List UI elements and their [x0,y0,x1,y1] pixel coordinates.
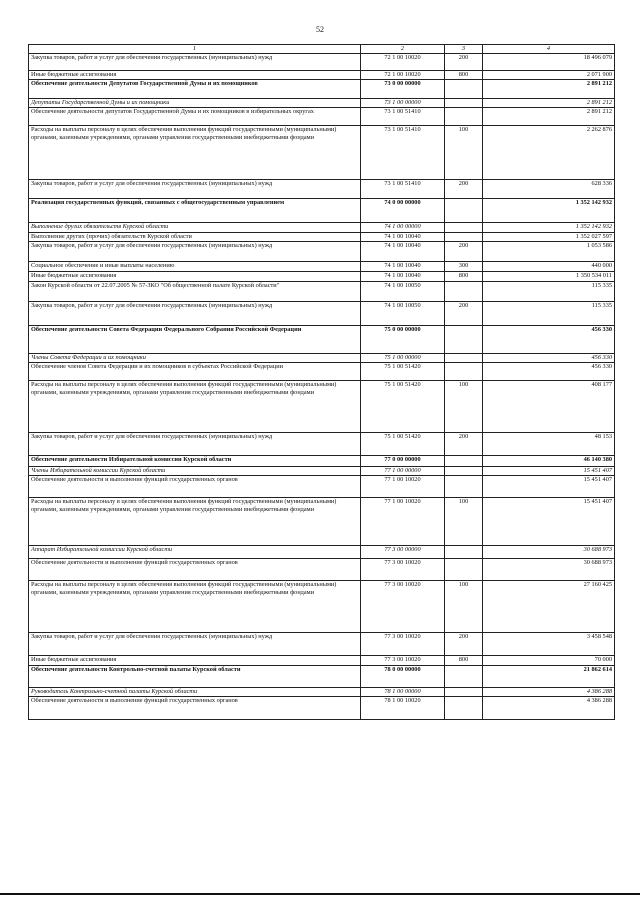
cell-expense-type: 100 [445,126,483,180]
cell-code: 73 1 00 51410 [361,180,445,199]
cell-amount: 1 352 027 597 [483,233,615,242]
cell-expense-type [445,688,483,697]
cell-amount: 2 891 212 [483,108,615,126]
cell-expense-type: 800 [445,71,483,80]
cell-amount: 27 160 425 [483,581,615,633]
cell-amount: 628 336 [483,180,615,199]
cell-amount: 1 352 142 932 [483,223,615,233]
cell-expense-type [445,326,483,354]
table-header-row [29,45,615,54]
cell-code: 77 1 00 00000 [361,467,445,476]
cell-name: Члены Совета Федерации и их помощники [29,354,361,363]
table-row [29,656,615,666]
cell-code: 77 3 00 10020 [361,656,445,666]
cell-code: 77 3 00 00000 [361,546,445,559]
table-row [29,688,615,697]
table-row [29,546,615,559]
cell-code: 78 1 00 10020 [361,697,445,720]
cell-amount: 1 350 534 011 [483,272,615,282]
cell-expense-type [445,108,483,126]
cell-amount: 46 140 380 [483,456,615,467]
cell-code: 75 1 00 51420 [361,433,445,456]
cell-code: 74 0 00 00000 [361,199,445,223]
budget-table [28,44,615,720]
column-number-1: 1 [29,45,361,54]
cell-amount: 456 330 [483,363,615,381]
table-row [29,99,615,108]
cell-name: Расходы на выплаты персоналу в целях обеспечения выполнения функций государственными (муниципальными) органами, казенными учреждениями, органами управления государственными внебюджетными фондами [29,126,361,180]
cell-code: 75 1 00 51420 [361,381,445,433]
cell-expense-type [445,546,483,559]
cell-name: Закон Курской области от 22.07.2005 № 57-ЗКО "Об общественной палате Курской области" [29,282,361,302]
cell-amount: 18 496 079 [483,54,615,71]
cell-amount: 15 451 407 [483,498,615,546]
cell-name: Расходы на выплаты персоналу в целях обеспечения выполнения функций государственными (муниципальными) органами, казенными учреждениями, органами управления государственными внебюджетными фондами [29,581,361,633]
cell-code: 74 1 00 10040 [361,242,445,262]
column-number-3: 3 [445,45,483,54]
table-row [29,433,615,456]
cell-name: Закупка товаров, работ и услуг для обеспечения государственных (муниципальных) нужд [29,302,361,326]
cell-code: 74 1 00 10050 [361,282,445,302]
table-row [29,326,615,354]
cell-expense-type [445,697,483,720]
cell-amount: 15 451 407 [483,476,615,498]
cell-name: Иные бюджетные ассигнования [29,71,361,80]
cell-name: Иные бюджетные ассигнования [29,656,361,666]
column-number-4: 4 [483,45,615,54]
cell-amount: 21 862 614 [483,666,615,688]
cell-expense-type: 100 [445,581,483,633]
cell-amount: 2 891 212 [483,99,615,108]
cell-code: 75 1 00 51420 [361,363,445,381]
table-row [29,262,615,272]
table-row [29,476,615,498]
cell-amount: 2 262 876 [483,126,615,180]
cell-code: 73 1 00 51410 [361,126,445,180]
cell-expense-type [445,282,483,302]
cell-code: 78 1 00 00000 [361,688,445,697]
cell-name: Обеспечение деятельности Контрольно-счетной палаты Курской области [29,666,361,688]
cell-expense-type: 100 [445,381,483,433]
table-row [29,233,615,242]
table-row [29,456,615,467]
cell-code: 77 0 00 00000 [361,456,445,467]
cell-name: Члены Избирательной комиссии Курской области [29,467,361,476]
cell-code: 73 0 00 00000 [361,80,445,99]
cell-amount: 3 458 548 [483,633,615,656]
cell-expense-type: 100 [445,498,483,546]
cell-name: Закупка товаров, работ и услуг для обеспечения государственных (муниципальных) нужд [29,633,361,656]
table-row [29,126,615,180]
cell-code: 74 1 00 10040 [361,262,445,272]
bottom-rule [0,893,640,895]
table-row [29,302,615,326]
cell-expense-type [445,476,483,498]
cell-name: Реализация государственных функций, связанных с общегосударственным управлением [29,199,361,223]
cell-amount: 30 688 973 [483,546,615,559]
cell-expense-type [445,233,483,242]
cell-amount: 440 000 [483,262,615,272]
cell-amount: 456 330 [483,326,615,354]
cell-name: Обеспечение деятельности Совета Федерации Федерального Собрания Российской Федерации [29,326,361,354]
table-row [29,633,615,656]
table-row [29,581,615,633]
cell-name: Аппарат Избирательной комиссии Курской области [29,546,361,559]
cell-expense-type [445,80,483,99]
cell-name: Обеспечение деятельности и выполнение функций государственных органов [29,697,361,720]
cell-expense-type: 200 [445,242,483,262]
cell-code: 77 1 00 10020 [361,476,445,498]
cell-amount: 1 352 142 932 [483,199,615,223]
table-row [29,381,615,433]
cell-code: 74 1 00 10040 [361,272,445,282]
cell-code: 77 1 00 10020 [361,498,445,546]
cell-expense-type [445,559,483,581]
cell-amount: 4 386 288 [483,688,615,697]
cell-code: 72 1 00 10020 [361,71,445,80]
cell-amount: 456 330 [483,354,615,363]
cell-name: Обеспечение деятельности и выполнение функций государственных органов [29,559,361,581]
cell-expense-type: 200 [445,180,483,199]
table-row [29,180,615,199]
table-row [29,71,615,80]
cell-amount: 70 000 [483,656,615,666]
table-row [29,559,615,581]
cell-amount: 15 451 407 [483,467,615,476]
cell-amount: 30 688 973 [483,559,615,581]
cell-expense-type: 200 [445,302,483,326]
cell-code: 77 3 00 10020 [361,633,445,656]
cell-expense-type: 200 [445,54,483,71]
table-row [29,467,615,476]
column-number-2: 2 [361,45,445,54]
cell-code: 74 1 00 10040 [361,233,445,242]
cell-name: Закупка товаров, работ и услуг для обеспечения государственных (муниципальных) нужд [29,54,361,71]
page-number: 52 [316,25,324,34]
cell-name: Социальное обеспечение и иные выплаты населению [29,262,361,272]
cell-amount: 408 177 [483,381,615,433]
cell-name: Обеспечение деятельности Депутатов Государственной Думы и их помощников [29,80,361,99]
cell-expense-type [445,199,483,223]
cell-code: 74 1 00 00000 [361,223,445,233]
cell-name: Обеспечение деятельности Избирательной комиссии Курской области [29,456,361,467]
cell-code: 78 0 00 00000 [361,666,445,688]
table-row [29,354,615,363]
cell-expense-type [445,223,483,233]
table-row [29,80,615,99]
cell-code: 75 0 00 00000 [361,326,445,354]
table-row [29,223,615,233]
cell-expense-type [445,354,483,363]
cell-expense-type: 800 [445,272,483,282]
cell-code: 77 3 00 10020 [361,581,445,633]
table-row [29,199,615,223]
table-row [29,363,615,381]
table-row [29,272,615,282]
table-row [29,108,615,126]
cell-code: 77 3 00 10020 [361,559,445,581]
table-row [29,666,615,688]
cell-code: 73 1 00 00000 [361,99,445,108]
cell-expense-type [445,666,483,688]
cell-amount: 115 335 [483,282,615,302]
cell-name: Расходы на выплаты персоналу в целях обеспечения выполнения функций государственными (муниципальными) органами, казенными учреждениями, органами управления государственными внебюджетными фондами [29,498,361,546]
cell-name: Закупка товаров, работ и услуг для обеспечения государственных (муниципальных) нужд [29,242,361,262]
table-row [29,54,615,71]
cell-name: Закупка товаров, работ и услуг для обеспечения государственных (муниципальных) нужд [29,180,361,199]
cell-amount: 2 891 212 [483,80,615,99]
cell-expense-type [445,363,483,381]
cell-expense-type [445,456,483,467]
cell-code: 73 1 00 51410 [361,108,445,126]
table-row [29,697,615,720]
cell-name: Обеспечение деятельности депутатов Государственной Думы и их помощников в избирательных округах [29,108,361,126]
cell-name: Выполнение других обязательств Курской области [29,223,361,233]
cell-name: Обеспечение деятельности и выполнение функций государственных органов [29,476,361,498]
cell-amount: 2 071 900 [483,71,615,80]
cell-amount: 1 053 586 [483,242,615,262]
cell-name: Иные бюджетные ассигнования [29,272,361,282]
cell-expense-type: 200 [445,633,483,656]
cell-amount: 115 335 [483,302,615,326]
table-row [29,242,615,262]
cell-expense-type: 300 [445,262,483,272]
cell-amount: 4 386 288 [483,697,615,720]
cell-name: Обеспечение членов Совета Федерации и их помощников в субъектах Российской Федерации [29,363,361,381]
cell-expense-type [445,99,483,108]
cell-code: 74 1 00 10050 [361,302,445,326]
table-row [29,498,615,546]
cell-expense-type: 200 [445,433,483,456]
cell-expense-type: 800 [445,656,483,666]
cell-expense-type [445,467,483,476]
cell-name: Депутаты Государственной Думы и их помощники [29,99,361,108]
cell-code: 72 1 00 10020 [361,54,445,71]
cell-name: Руководитель Контрольно-счетной палаты Курской области [29,688,361,697]
cell-name: Расходы на выплаты персоналу в целях обеспечения выполнения функций государственными (муниципальными) органами, казенными учреждениями, органами управления государственными внебюджетными фондами [29,381,361,433]
cell-name: Выполнение других (прочих) обязательств Курской области [29,233,361,242]
cell-name: Закупка товаров, работ и услуг для обеспечения государственных (муниципальных) нужд [29,433,361,456]
cell-amount: 48 153 [483,433,615,456]
table-row [29,282,615,302]
cell-code: 75 1 00 00000 [361,354,445,363]
